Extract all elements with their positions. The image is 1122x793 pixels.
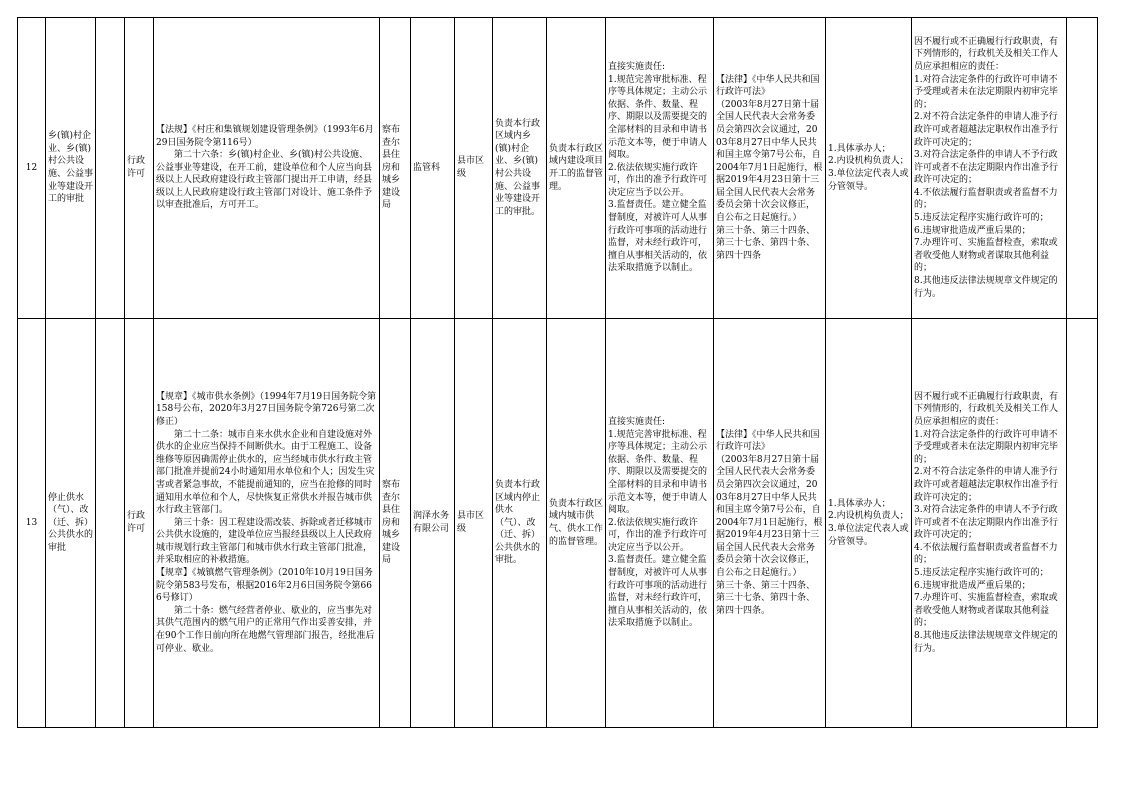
item-type: 行政许可 — [125, 18, 154, 319]
item-name: 乡(镇)村企业、乡(镇)村公共设施、公益事业等建设开工的审批 — [46, 18, 96, 319]
item-type: 行政许可 — [125, 319, 154, 728]
responsibility-basis: 【法律】《中华人民共和国行政许可法》 （2003年8月27日第十届全国人民代表大会常务委员会第四次会议通过，2003年8月27日中华人民共和国主席令第7号公布，自2004年7月1日起施行，根据2019年4月23日第十三届全国人民代表大会常务委员会第十次会议修正，自公布之日起施行。） 第三十条、第三十四条、第三十七条、第四十条、第四十四条 — [714, 18, 826, 319]
basis-tag: 【规章】 — [156, 568, 193, 579]
supervision-scope: 负责本行政区域内建设项目开工的监督管理。 — [547, 18, 606, 319]
legal-basis — [154, 18, 380, 319]
legal-basis — [154, 319, 380, 728]
power-list-table — [17, 17, 1098, 728]
basis-paragraph — [156, 605, 377, 655]
basis-paragraph — [156, 391, 377, 429]
implementing-department: 察布查尔县住房和城乡建设局 — [380, 319, 411, 728]
implementing-department: 察布查尔县住房和城乡建设局 — [380, 18, 411, 319]
power-content: 负责本行政区域内停止供水（气）、改（迁、拆）公共供水的审批。 — [493, 319, 547, 728]
basis-text: 第二十二条：城市自来水供水企业和自建设施对外供水的企业应当保持不间断供水。由于工程施工、设备维修等原因确需停止供水的，应当经城市供水行政主管部门批准并提前24小时通知用水单位和个人；因发生灾害或者紧急事故，不能提前通知的，应当在抢修的同时通知用水单位和个人，尽快恢复正常供水并报告城市供水行政主管部门。 — [156, 429, 375, 516]
empty-cell — [1067, 18, 1098, 319]
basis-text: 第二十六条：乡(镇)村企业、乡(镇)村公共设施、公益事业等建设，在开工前，建设单位和个人应当向县级以上人民政府建设行政主管部门提出开工申请，经县级以上人民政府建设行政主管部门对设计、施工条件予以审查批准后，方可开工。 — [156, 150, 373, 211]
implementation-level: 县市区级 — [455, 18, 493, 319]
implementation-level: 县市区级 — [455, 319, 493, 728]
empty-cell — [96, 319, 125, 728]
basis-text: 《城镇燃气管理条例》（2010年10月19日国务院令第583号发布，根据2016年2月6日国务院令第666号修订） — [156, 568, 373, 604]
liability-situations: 因不履行或不正确履行行政职责，有下列情形的，行政机关及相关工作人员应承担相应的责任： 1.对符合法定条件的行政许可申请不予受理或者未在法定期限内初审完毕的； 2.对不符合法定条件的申请人准予行政许可或者超越法定职权作出准予行政许可决定的； 3.对符合法定条件的申请人不予行政许可或者不在法定期限内作出准予行政许可决定的； 4.不依法履行监督职责或者监督不力的； 5.违反法定程序实施行政许可的； 6.违规审批造成严重后果的； 7.办理许可、实施监督检查，索取或者收受他人财物或者谋取其他利益的； 8.其他违反法律法规规章文件规定的行为。 — [912, 18, 1067, 319]
responsibility-items: 直接实施责任: 1.规范完善审批标准、程序等具体规定；主动公示依据、条件、数量、程序、期限以及需要提交的全部材料的目录和申请书示范文本等，便于申请人阅取。 2.依法依规实施行政许可，作出的准予行政许可决定应当予以公开。 3.监督责任。建立健全监督制度，对被许可人从事行政许可事项的活动进行监督，对未经行政许可，擅自从事相关活动的，依法采取措施予以制止。 — [606, 319, 714, 728]
empty-cell — [96, 18, 125, 319]
responsible-unit: 监管科 — [411, 18, 455, 319]
liability-situations: 因不履行或不正确履行行政职责，有下列情形的，行政机关及相关工作人员应承担相应的责任： 1.对符合法定条件的行政许可申请不予受理或者未在法定期限内初审完毕的； 2.对不符合法定条件的申请人准予行政许可或者超越法定职权作出准予行政许可决定的； 3.对符合法定条件的申请人不予行政许可或者不在法定期限内作出准予行政许可决定的； 4.不依法履行监督职责或者监督不力的； 5.违反法定程序实施行政许可的； 6.违规审批造成严重后果的； 7.办理许可、实施监督检查，索取或者收受他人财物或者谋取其他利益的； 8.其他违反法律法规规章文件规定的行为。 — [912, 319, 1067, 728]
basis-text: 《村庄和集镇规划建设管理条例》（1993年6月29日国务院令第116号） — [156, 124, 374, 148]
responsibility-items: 直接实施责任: 1.规范完善审批标准、程序等具体规定；主动公示依据、条件、数量、程序、期限以及需要提交的全部材料的目录和申请书示范文本等，便于申请人阅取。 2.依法依规实施行政许可，作出的准予行政许可决定应当予以公开。 3.监督责任。建立健全监督制度，对被许可人从事行政许可事项的活动进行监督，对未经行政许可，擅自从事相关活动的，依法采取措施予以制止。 — [606, 18, 714, 319]
basis-paragraph — [156, 429, 377, 517]
table-row — [18, 18, 1098, 319]
basis-paragraph — [156, 124, 377, 149]
power-content: 负责本行政区域内乡(镇)村企业、乡(镇)村公共设施、公益事业等建设开工的审批。 — [493, 18, 547, 319]
empty-cell — [1067, 319, 1098, 728]
basis-paragraph — [156, 567, 377, 605]
item-name: 停止供水（气）、改（迁、拆）公共供水的审批 — [46, 319, 96, 728]
basis-text: 《城市供水条例》（1994年7月19日国务院令第158号公布，2020年3月27日国务院令第726号第二次修正） — [156, 391, 377, 427]
basis-text: 第三十条：因工程建设需改装、拆除或者迁移城市公共供水设施的，建设单位应当报经县级以上人民政府城市规划行政主管部门和城市供水行政主管部门批准，并采取相应的补救措施。 — [156, 517, 373, 566]
supervision-scope: 负责本行政区域内城市供气、供水工作的监督管理。 — [547, 319, 606, 728]
table-row — [18, 319, 1098, 728]
row-number: 12 — [18, 18, 46, 319]
basis-text: 第二十条：燃气经营者停业、歇业的，应当事先对其供气范围内的燃气用户的正常用气作出妥善安排，并在90个工作日前向所在地燃气管理部门报告，经批准后可停业、歇业。 — [156, 605, 375, 654]
basis-tag: 【规章】 — [156, 391, 193, 402]
basis-paragraph — [156, 517, 377, 567]
responsible-subject: 1.具体承办人； 2.内设机构负责人； 3.单位法定代表人或分管领导。 — [826, 18, 912, 319]
responsible-subject: 1.具体承办人； 2.内设机构负责人； 3.单位法定代表人或分管领导。 — [826, 319, 912, 728]
responsible-unit: 润泽水务有限公司 — [411, 319, 455, 728]
row-number: 13 — [18, 319, 46, 728]
responsibility-basis: 【法律】《中华人民共和国行政许可法》 （2003年8月27日第十届全国人民代表大会常务委员会第四次会议通过，2003年8月27日中华人民共和国主席令第7号公布，自2004年7月1日起施行，根据2019年4月23日第十三届全国人民代表大会常务委员会第十次会议修正，自公布之日起施行。） 第三十条、第三十四条、第三十七条、第四十条、第四十四条。 — [714, 319, 826, 728]
basis-paragraph — [156, 149, 377, 212]
basis-tag: 【法规】 — [156, 124, 193, 135]
